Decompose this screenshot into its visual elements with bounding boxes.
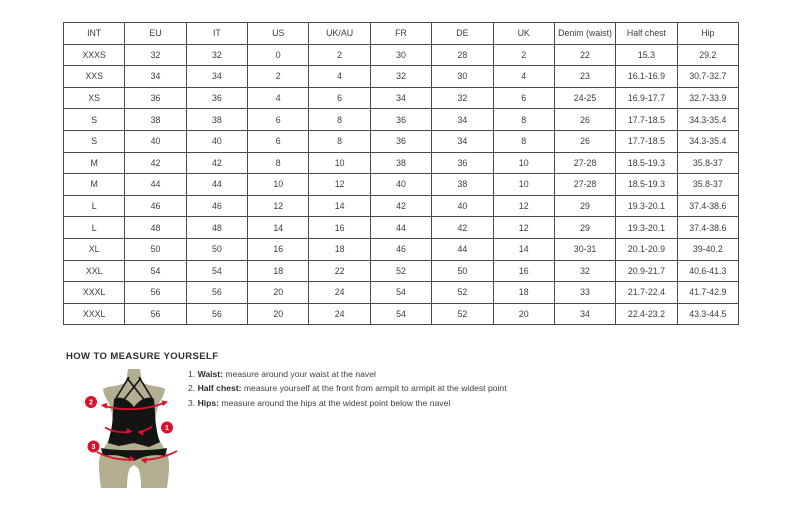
size-cell: 38 (432, 174, 493, 196)
size-cell: 26 (554, 109, 615, 131)
size-cell: 39-40.2 (677, 238, 738, 260)
size-cell: XS (64, 87, 125, 109)
size-cell: 20 (248, 303, 309, 325)
size-cell: 52 (432, 303, 493, 325)
size-cell: 34.3-35.4 (677, 109, 738, 131)
table-row (64, 217, 739, 239)
size-cell: 17.7-18.5 (616, 109, 677, 131)
size-cell: 8 (309, 109, 370, 131)
size-cell: 38 (370, 152, 431, 174)
size-cell: 19.3-20.1 (616, 217, 677, 239)
size-cell: 40 (370, 174, 431, 196)
table-row (64, 130, 739, 152)
size-cell: 36 (125, 87, 186, 109)
waist-marker-number: 1 (165, 425, 169, 433)
table-row (64, 174, 739, 196)
column-header: US (248, 23, 309, 45)
size-cell: 6 (248, 109, 309, 131)
size-cell: 4 (309, 66, 370, 88)
size-cell: 18 (248, 260, 309, 282)
size-cell: 29.2 (677, 44, 738, 66)
item-term: Waist: (197, 369, 224, 379)
measure-item-hips (188, 399, 507, 408)
item-term: Hips: (197, 397, 220, 408)
size-cell: 29 (554, 195, 615, 217)
table-row (64, 282, 739, 304)
size-cell: 2 (493, 44, 554, 66)
size-cell: 14 (493, 238, 554, 260)
table-row (64, 303, 739, 325)
chest-marker (85, 396, 97, 408)
size-cell: 52 (370, 260, 431, 282)
size-chart-table (63, 22, 739, 325)
size-cell: 8 (493, 109, 554, 131)
size-cell: 42 (186, 152, 247, 174)
size-cell: 16 (309, 217, 370, 239)
size-cell: 34 (370, 87, 431, 109)
size-cell: 38 (186, 109, 247, 131)
size-cell: 36 (432, 152, 493, 174)
size-cell: 34 (432, 109, 493, 131)
column-header: Denim (waist) (554, 23, 615, 45)
size-chart-body (64, 44, 739, 325)
size-cell: 29 (554, 217, 615, 239)
hips-marker-number: 3 (91, 444, 96, 452)
table-row (64, 152, 739, 174)
size-cell: 15.3 (616, 44, 677, 66)
size-cell: XL (64, 238, 125, 260)
table-row (64, 195, 739, 217)
size-cell: 54 (370, 282, 431, 304)
size-cell: 44 (432, 238, 493, 260)
size-cell: 4 (493, 66, 554, 88)
size-cell: 23 (554, 66, 615, 88)
size-cell: 12 (309, 174, 370, 196)
size-cell: 16 (248, 238, 309, 260)
size-cell: 34.3-35.4 (677, 130, 738, 152)
size-cell: L (64, 217, 125, 239)
size-cell: 27-28 (554, 174, 615, 196)
size-cell: 12 (493, 217, 554, 239)
table-row (64, 260, 739, 282)
size-cell: 36 (370, 109, 431, 131)
waist-marker (161, 422, 173, 434)
size-chart-header-row (64, 23, 739, 45)
size-cell: 41.7-42.9 (677, 282, 738, 304)
size-cell: XXL (64, 260, 125, 282)
size-cell: 35.8-37 (677, 174, 738, 196)
size-cell: XXXL (64, 303, 125, 325)
item-term: Half chest: (197, 383, 242, 394)
size-cell: 6 (309, 87, 370, 109)
size-cell: 22.4-23.2 (616, 303, 677, 325)
hips-marker (88, 441, 100, 453)
size-cell: 18.5-19.3 (616, 174, 677, 196)
size-cell: 50 (125, 238, 186, 260)
size-cell: M (64, 152, 125, 174)
size-cell: 34 (554, 303, 615, 325)
size-cell: 12 (248, 195, 309, 217)
size-cell: 56 (186, 282, 247, 304)
size-cell: 24 (309, 282, 370, 304)
column-header: UK (493, 23, 554, 45)
size-cell: 21.7-22.4 (616, 282, 677, 304)
size-cell: 12 (493, 195, 554, 217)
size-cell: 54 (125, 260, 186, 282)
item-desc: measure around the hips at the widest point below the navel (221, 397, 451, 408)
size-cell: 40 (125, 130, 186, 152)
table-row (64, 44, 739, 66)
size-cell: 40 (432, 195, 493, 217)
size-cell: 2 (309, 44, 370, 66)
size-cell: 10 (493, 174, 554, 196)
size-cell: 56 (186, 303, 247, 325)
item-number: 3. (188, 397, 196, 408)
size-cell: 54 (186, 260, 247, 282)
size-cell: 52 (432, 282, 493, 304)
size-cell: 18 (493, 282, 554, 304)
size-cell: 26 (554, 130, 615, 152)
size-cell: 56 (125, 282, 186, 304)
size-cell: 38 (125, 109, 186, 131)
size-cell: 2 (248, 66, 309, 88)
column-header: INT (64, 23, 125, 45)
size-cell: 35.8-37 (677, 152, 738, 174)
size-cell: S (64, 109, 125, 131)
size-cell: 32 (125, 44, 186, 66)
size-cell: 50 (432, 260, 493, 282)
size-cell: 18.5-19.3 (616, 152, 677, 174)
size-cell: 56 (125, 303, 186, 325)
size-cell: 54 (370, 303, 431, 325)
column-header: FR (370, 23, 431, 45)
table-row (64, 87, 739, 109)
measurement-figure-illustration (84, 369, 184, 493)
measure-instructions (188, 370, 507, 413)
size-cell: 32 (432, 87, 493, 109)
size-cell: 24 (309, 303, 370, 325)
size-cell: 24-25 (554, 87, 615, 109)
table-row (64, 109, 739, 131)
size-cell: 20.1-20.9 (616, 238, 677, 260)
size-cell: 16 (493, 260, 554, 282)
size-cell: 19.3-20.1 (616, 195, 677, 217)
column-header: Hip (677, 23, 738, 45)
size-cell: 42 (370, 195, 431, 217)
size-cell: 0 (248, 44, 309, 66)
size-cell: 30 (432, 66, 493, 88)
size-cell: 40.6-41.3 (677, 260, 738, 282)
size-cell: 50 (186, 238, 247, 260)
size-cell: 22 (309, 260, 370, 282)
column-header: EU (125, 23, 186, 45)
size-cell: 48 (186, 217, 247, 239)
size-cell: 30.7-32.7 (677, 66, 738, 88)
size-cell: 16.1-16.9 (616, 66, 677, 88)
table-row (64, 238, 739, 260)
size-cell: M (64, 174, 125, 196)
size-cell: 32 (370, 66, 431, 88)
measure-item-half-chest (188, 384, 507, 393)
size-cell: 44 (125, 174, 186, 196)
item-desc: measure yourself at the front from armpit to armpit at the widest point (243, 383, 507, 394)
size-cell: 20 (248, 282, 309, 304)
size-cell: 17.7-18.5 (616, 130, 677, 152)
size-cell: 20.9-21.7 (616, 260, 677, 282)
size-cell: 42 (432, 217, 493, 239)
item-number: 1. (188, 369, 196, 379)
size-cell: 37.4-38.6 (677, 217, 738, 239)
size-cell: 32 (186, 44, 247, 66)
size-cell: 36 (186, 87, 247, 109)
size-cell: 46 (125, 195, 186, 217)
size-cell: 20 (493, 303, 554, 325)
size-cell: 30 (370, 44, 431, 66)
size-chart (63, 22, 739, 325)
size-cell: 10 (493, 152, 554, 174)
size-cell: S (64, 130, 125, 152)
column-header: Half chest (616, 23, 677, 45)
size-cell: 16.9-17.7 (616, 87, 677, 109)
size-cell: 40 (186, 130, 247, 152)
size-cell: 46 (186, 195, 247, 217)
size-cell: 8 (309, 130, 370, 152)
size-cell: 37.4-38.6 (677, 195, 738, 217)
size-cell: XXXS (64, 44, 125, 66)
item-number: 2. (188, 383, 196, 394)
item-desc: measure around your waist at the navel (225, 369, 376, 379)
size-cell: 8 (493, 130, 554, 152)
size-cell: 22 (554, 44, 615, 66)
column-header: IT (186, 23, 247, 45)
size-cell: 32.7-33.9 (677, 87, 738, 109)
table-row (64, 66, 739, 88)
size-cell: 36 (370, 130, 431, 152)
size-cell: 4 (248, 87, 309, 109)
size-cell: 46 (370, 238, 431, 260)
size-cell: 10 (309, 152, 370, 174)
column-header: UK/AU (309, 23, 370, 45)
size-cell: 6 (248, 130, 309, 152)
size-cell: 33 (554, 282, 615, 304)
size-cell: 34 (432, 130, 493, 152)
size-cell: 18 (309, 238, 370, 260)
size-cell: 10 (248, 174, 309, 196)
chest-marker-number: 2 (89, 399, 93, 407)
size-cell: 34 (186, 66, 247, 88)
size-cell: L (64, 195, 125, 217)
measure-section-title: HOW TO MEASURE YOURSELF (66, 351, 219, 362)
size-cell: 27-28 (554, 152, 615, 174)
size-cell: 14 (309, 195, 370, 217)
size-cell: XXXL (64, 282, 125, 304)
size-cell: 6 (493, 87, 554, 109)
size-cell: 14 (248, 217, 309, 239)
size-cell: XXS (64, 66, 125, 88)
measure-item-waist (188, 370, 507, 379)
size-cell: 43.3-44.5 (677, 303, 738, 325)
size-cell: 44 (370, 217, 431, 239)
size-cell: 44 (186, 174, 247, 196)
size-cell: 8 (248, 152, 309, 174)
size-cell: 42 (125, 152, 186, 174)
size-cell: 48 (125, 217, 186, 239)
size-cell: 32 (554, 260, 615, 282)
column-header: DE (432, 23, 493, 45)
size-cell: 30-31 (554, 238, 615, 260)
size-cell: 28 (432, 44, 493, 66)
size-cell: 34 (125, 66, 186, 88)
